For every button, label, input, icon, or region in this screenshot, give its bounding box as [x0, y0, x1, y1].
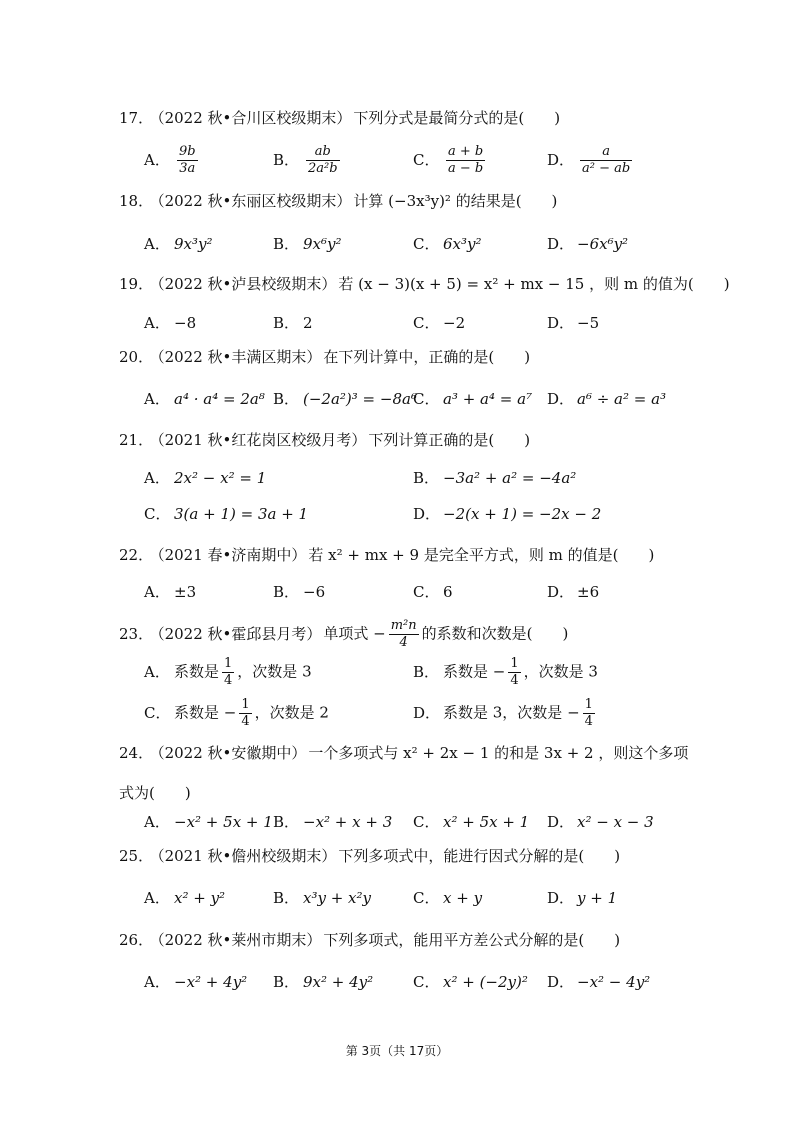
question-number: 18． — [119, 192, 154, 210]
fraction: $\frac{1}{4}$ — [224, 656, 233, 688]
option-17-b: B． $\frac{ab}{\text{2a²b}}$ — [273, 144, 338, 176]
question-source: （2021 秋•儋州校级期末） — [157, 847, 337, 865]
option-19-c: C． −2 — [413, 314, 466, 332]
question-stem-end: 的系数和次数是( ) — [421, 624, 569, 643]
option-21-b: B． −3a² + a² = −4a² — [413, 469, 577, 487]
question-25 — [119, 846, 704, 866]
question-source: （2021 春•济南期中） — [157, 546, 307, 564]
question-number: 24． — [119, 744, 154, 762]
option-21-c: C． 3(a + 1) = 3a + 1 — [144, 505, 309, 523]
fraction: $\frac{9b}{3a}$ — [179, 144, 196, 176]
option-18-c: C． 6x³y² — [413, 235, 482, 253]
option-20-d: D． a⁶ ÷ a² = a³ — [547, 390, 667, 408]
question-source: （2022 秋•合川区校级期末） — [157, 109, 352, 127]
option-22-c: C． 6 — [413, 583, 453, 601]
option-26-b: B． 9x² + 4y² — [273, 973, 374, 991]
option-25-c: C． x + y — [413, 889, 483, 907]
option-17-d: D． $\frac{a}{\text{a² − ab}}$ — [547, 144, 631, 176]
question-24 — [119, 733, 689, 813]
option-21-d: D． −2(x + 1) = −2x − 2 — [413, 505, 602, 523]
option-25-b: B． x³y + x²y — [273, 889, 371, 907]
option-17-c: C． $\frac{a + b}{a - b}$ — [413, 144, 484, 176]
question-19 — [119, 274, 730, 294]
question-stem: 下列分式是最简分式的是( ) — [353, 109, 561, 127]
question-stem: 若 (x − 3)(x + 5) = x² + mx − 15 ，则 m 的值为( ) — [338, 275, 730, 293]
option-18-d: D． −6x⁶y² — [547, 235, 629, 253]
question-22 — [119, 545, 704, 565]
option-25-a: A． x² + y² — [144, 889, 226, 907]
question-stem: 若 x² + mx + 9 是完全平方式，则 m 的值是( ) — [308, 546, 655, 564]
option-26-c: C． x² + (−2y)² — [413, 973, 528, 991]
option-26-d: D． −x² − 4y² — [547, 973, 651, 991]
question-stem: 下列多项式，能用平方差公式分解的是( ) — [323, 931, 621, 949]
question-source: （2022 秋•泸县校级期末） — [157, 275, 337, 293]
question-number: 22． — [119, 546, 154, 564]
option-19-b: B． 2 — [273, 314, 313, 332]
question-23 — [119, 618, 704, 651]
question-source: （2022 秋•霍邱县月考） — [157, 624, 322, 643]
question-stem: 下列多项式中，能进行因式分解的是( ) — [338, 847, 621, 865]
option-24-d: D． x² − x − 3 — [547, 813, 654, 831]
option-20-c: C． a³ + a⁴ = a⁷ — [413, 390, 533, 408]
option-18-a: A． 9x³y² — [144, 235, 213, 253]
fraction: $\frac{a + b}{a - b}$ — [448, 144, 484, 176]
option-20-a: A． a⁴ · a⁴ = 2a⁸ — [144, 390, 265, 408]
question-source: （2022 秋•丰满区期末） — [157, 348, 322, 366]
question-17 — [119, 108, 704, 128]
question-stem: 下列计算正确的是( ) — [368, 431, 531, 449]
fraction: $\frac{\text{m²n}}{4}$ — [390, 618, 417, 650]
question-number: 23． — [119, 624, 154, 643]
option-22-d: D． ±6 — [547, 583, 600, 601]
option-24-a: A． −x² + 5x + 1 — [144, 813, 273, 831]
question-source: （2022 秋•莱州市期末） — [157, 931, 322, 949]
option-24-b: B． −x² + x + 3 — [273, 813, 393, 831]
option-20-b: B． (−2a²)³ = −8a⁶ — [273, 390, 417, 408]
question-20 — [119, 347, 704, 367]
option-18-b: B． 9x⁶y² — [273, 235, 342, 253]
fraction: $\frac{ab}{\text{2a²b}}$ — [308, 144, 338, 176]
question-18 — [119, 191, 704, 211]
option-23-b: B． 系数是 − $\frac{1}{4}$ ，次数是 3 — [413, 656, 598, 688]
question-number: 26． — [119, 931, 154, 949]
question-number: 25． — [119, 847, 154, 865]
question-number: 17． — [119, 109, 154, 127]
option-22-b: B． −6 — [273, 583, 326, 601]
option-24-c: C． x² + 5x + 1 — [413, 813, 530, 831]
question-number: 19． — [119, 275, 154, 293]
question-number: 21． — [119, 431, 154, 449]
page-footer: 第 3页（共 17页） — [345, 1044, 449, 1058]
question-source: （2022 秋•安徽期中） — [157, 744, 307, 762]
question-number: 20． — [119, 348, 154, 366]
question-source: （2022 秋•东丽区校级期末） — [157, 192, 352, 210]
option-25-d: D． y + 1 — [547, 889, 618, 907]
question-stem: 计算 (−3x³y)² 的结果是( ) — [353, 192, 558, 210]
question-21 — [119, 430, 704, 450]
question-26 — [119, 930, 704, 950]
fraction: $\frac{1}{4}$ — [584, 697, 593, 729]
option-23-c: C． 系数是 − $\frac{1}{4}$ ，次数是 2 — [144, 697, 329, 729]
option-23-d: D． 系数是 3，次数是 − $\frac{1}{4}$ — [413, 697, 593, 729]
option-26-a: A． −x² + 4y² — [144, 973, 248, 991]
option-19-a: A． −8 — [144, 314, 197, 332]
question-stem: 一个多项式与 x² + 2x − 1 的和是 3x + 2 ，则这个多项式为( ) — [119, 744, 689, 802]
option-23-a: A． 系数是 $\frac{1}{4}$ ，次数是 3 — [144, 656, 312, 688]
fraction: $\frac{a}{\text{a² − ab}}$ — [582, 144, 631, 176]
option-19-d: D． −5 — [547, 314, 600, 332]
question-stem: 在下列计算中，正确的是( ) — [323, 348, 531, 366]
option-21-a: A． 2x² − x² = 1 — [144, 469, 267, 487]
fraction: $\frac{1}{4}$ — [510, 656, 519, 688]
question-source: （2021 秋•红花岗区校级月考） — [157, 431, 367, 449]
option-17-a: A． $\frac{9b}{3a}$ — [144, 144, 196, 176]
question-stem: 单项式 − — [323, 624, 386, 643]
fraction: $\frac{1}{4}$ — [241, 697, 250, 729]
option-22-a: A． ±3 — [144, 583, 197, 601]
